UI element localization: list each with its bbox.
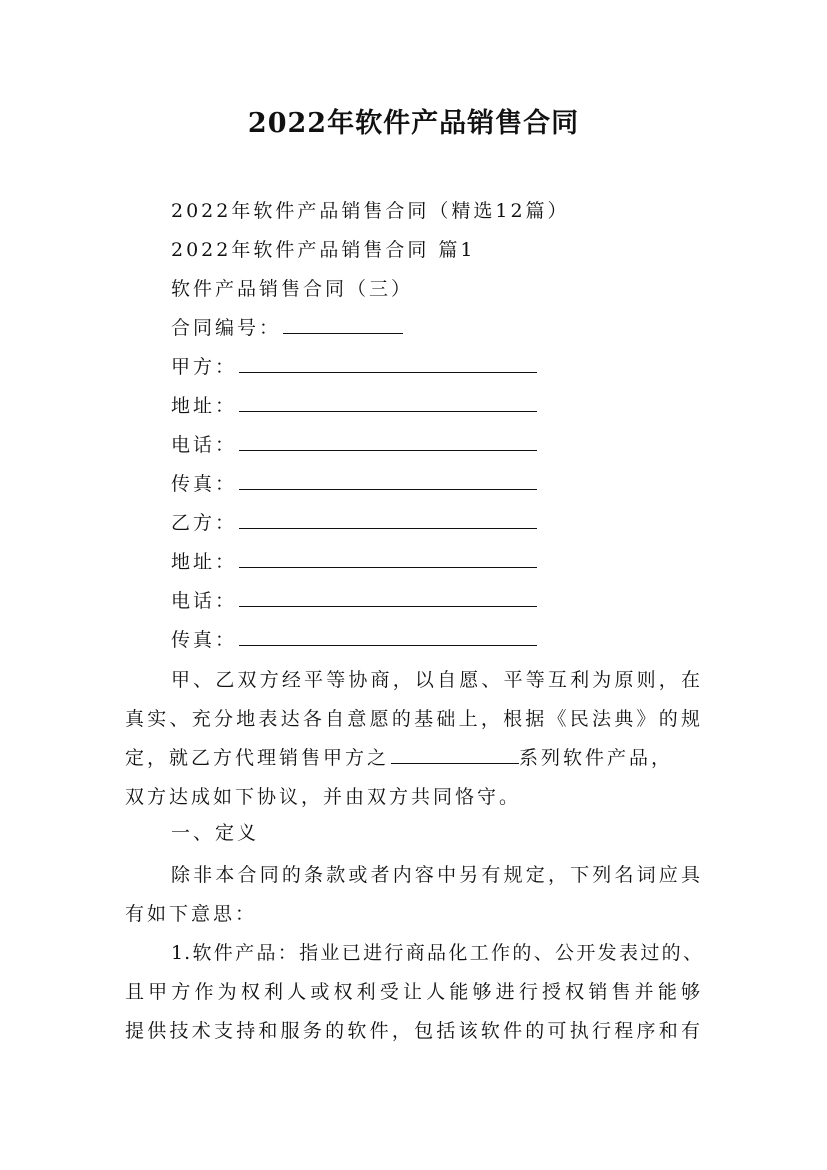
definition-1-paragraph xyxy=(125,934,705,1051)
party-a-row xyxy=(171,353,537,381)
party-b-fax-blank xyxy=(239,627,537,646)
intro-line-2: 真实、充分地表达各自意愿的基础上，根据《民法典》的规 xyxy=(125,708,703,730)
party-b-address-row xyxy=(171,548,537,576)
party-b-phone-label: 电话： xyxy=(171,590,238,612)
party-b-fax-row xyxy=(171,626,537,654)
part-heading: 2022年软件产品销售合同 篇1 xyxy=(171,239,476,261)
clause-1-line-2: 有如下意思： xyxy=(125,903,258,925)
party-a-phone-label: 电话： xyxy=(171,434,238,456)
clause-1-line-1: 除非本合同的条款或者内容中另有规定，下列名词应具 xyxy=(171,864,703,886)
clause-1-heading: 一、定义 xyxy=(171,822,260,844)
party-b-phone-row xyxy=(171,587,537,615)
party-a-fax-row xyxy=(171,470,537,498)
party-b-fax-label: 传真： xyxy=(171,629,238,651)
intro-paragraph xyxy=(125,661,705,817)
document-title: 2022年软件产品销售合同 xyxy=(247,108,580,139)
party-b-blank xyxy=(239,510,537,529)
party-b-label: 乙方： xyxy=(171,512,238,534)
party-a-address-blank xyxy=(239,393,537,412)
document-subtitle: 2022年软件产品销售合同（精选12篇） xyxy=(171,200,570,222)
definition-1-line-1: 1.软件产品：指业已进行商品化工作的、公开发表过的、 xyxy=(171,942,703,964)
party-a-fax-label: 传真： xyxy=(171,473,238,495)
product-series-blank xyxy=(391,745,519,764)
contract-number-label: 合同编号： xyxy=(171,317,282,339)
intro-line-1: 甲、乙双方经平等协商，以自愿、平等互利为原则，在 xyxy=(171,669,703,691)
clause-1-paragraph xyxy=(125,856,705,934)
definition-1-line-3: 提供技术支持和服务的软件，包括该软件的可执行程序和有 xyxy=(125,1020,703,1042)
party-a-phone-row xyxy=(171,431,537,459)
party-a-phone-blank xyxy=(239,432,537,451)
party-b-address-label: 地址： xyxy=(171,551,238,573)
party-a-blank xyxy=(239,354,537,373)
intro-line-3 xyxy=(125,739,705,778)
party-b-phone-blank xyxy=(239,588,537,607)
contract-number-blank xyxy=(283,315,403,334)
party-a-fax-blank xyxy=(239,471,537,490)
contract-number-row xyxy=(171,314,403,342)
definition-1-line-2: 且甲方作为权利人或权利受让人能够进行授权销售并能够 xyxy=(125,981,703,1003)
party-a-address-row xyxy=(171,392,537,420)
party-b-address-blank xyxy=(239,549,537,568)
section-heading: 软件产品销售合同（三） xyxy=(171,278,414,300)
intro-line-3-start: 定，就乙方代理销售甲方之 xyxy=(125,747,390,769)
party-a-label: 甲方： xyxy=(171,356,238,378)
party-b-row xyxy=(171,509,537,537)
intro-line-3-end: 系列软件产品， xyxy=(519,747,674,769)
party-a-address-label: 地址： xyxy=(171,395,238,417)
intro-line-4: 双方达成如下协议，并由双方共同恪守。 xyxy=(125,786,522,808)
